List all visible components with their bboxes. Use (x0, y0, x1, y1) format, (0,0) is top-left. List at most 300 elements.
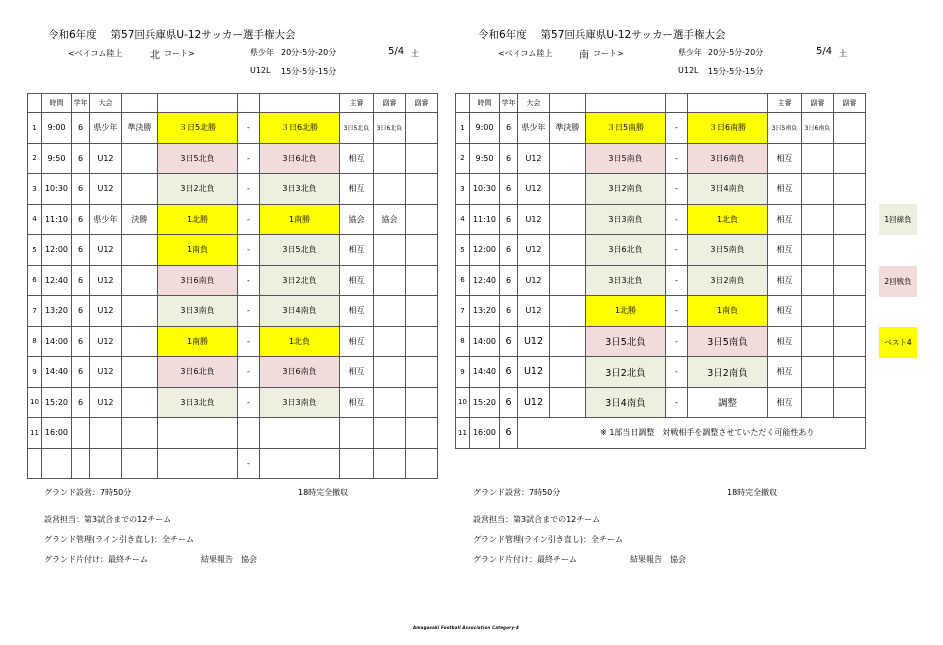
match-time: 13:20 (470, 296, 500, 327)
main-referee: 相互 (768, 143, 802, 174)
versus-dash: - (666, 357, 688, 388)
legend-label: 1回線負 (884, 215, 912, 224)
stage: 準決勝 (122, 113, 158, 144)
header-cell: 主審 (340, 94, 374, 113)
stage (550, 357, 586, 388)
team-b: 1南勝 (260, 204, 340, 235)
header-cell: 副審 (834, 94, 866, 113)
match-time: 14:40 (42, 357, 72, 388)
header-cell: 学年 (500, 94, 518, 113)
team-a: 3日5南負 (586, 143, 666, 174)
team-a: 3日2南負 (586, 174, 666, 205)
row-number: 11 (28, 418, 42, 449)
versus-dash: - (666, 235, 688, 266)
grade: 6 (72, 357, 90, 388)
match-time: 9:50 (42, 143, 72, 174)
left-format-label-2: U12L (250, 66, 271, 75)
assistant-referee-1 (802, 235, 834, 266)
header-cell: 大会 (518, 94, 550, 113)
assistant-referee-2 (406, 296, 438, 327)
stage (550, 143, 586, 174)
table-row (28, 418, 438, 449)
grade: 6 (500, 326, 518, 357)
versus-dash: - (238, 174, 260, 205)
table-row (456, 296, 866, 327)
header-cell (28, 94, 42, 113)
category: U12 (518, 296, 550, 327)
assistant-referee-2 (406, 204, 438, 235)
team-b: 1北負 (688, 204, 768, 235)
assistant-referee-1 (802, 174, 834, 205)
category: U12 (90, 265, 122, 296)
legend-label: ベスト4 (884, 338, 912, 347)
versus-dash: - (238, 143, 260, 174)
header-cell (238, 94, 260, 113)
header-cell (456, 94, 470, 113)
row-number: 3 (456, 174, 470, 205)
assistant-referee-1 (802, 143, 834, 174)
left-weekday: 土 (411, 49, 419, 58)
left-title: 令和6年度 第57回兵庫県U-12サッカー選手権大会 (48, 29, 296, 41)
versus-dash: - (666, 296, 688, 327)
team-a: 3日2北負 (586, 357, 666, 388)
table-row (28, 296, 438, 327)
footer-logo-text: Amagasaki Football Association Category-4 (413, 625, 519, 630)
right-schedule-table (455, 93, 866, 449)
row-number: 1 (28, 113, 42, 144)
assistant-referee-1 (374, 296, 406, 327)
main-referee: 相互 (768, 265, 802, 296)
right-format-value-2: 15分-5分-15分 (708, 67, 764, 76)
match-time: 9:00 (42, 113, 72, 144)
team-b: 3日2南負 (688, 265, 768, 296)
assistant-referee-2 (406, 387, 438, 418)
team-a: 1北勝 (586, 296, 666, 327)
stage (550, 235, 586, 266)
legend-second-round-loss (879, 266, 917, 297)
team-b: 3日3南負 (260, 387, 340, 418)
row-number: 8 (28, 326, 42, 357)
match-time: 12:40 (470, 265, 500, 296)
grade: 6 (500, 265, 518, 296)
right-format-label-2: U12L (678, 66, 699, 75)
header-cell: 時間 (470, 94, 500, 113)
right-cleanup: グランド片付け：最終チーム (473, 555, 577, 564)
team-b: 1北負 (260, 326, 340, 357)
header-cell (122, 94, 158, 113)
match-time: 16:00 (42, 418, 72, 449)
assistant-referee-2 (406, 235, 438, 266)
main-referee: 3日5北負 (340, 113, 374, 144)
header-cell: 主審 (768, 94, 802, 113)
main-referee: 相互 (340, 357, 374, 388)
stage (550, 204, 586, 235)
match-time: 13:20 (42, 296, 72, 327)
category: U12 (90, 326, 122, 357)
grade: 6 (72, 143, 90, 174)
row-number: 10 (28, 387, 42, 418)
grade: 6 (500, 235, 518, 266)
right-venue: <ベイコム陸上 (498, 49, 553, 58)
category: U12 (90, 174, 122, 205)
table-row (28, 265, 438, 296)
table-row (28, 235, 438, 266)
assistant-referee-1 (802, 326, 834, 357)
table-row (456, 418, 866, 449)
team-b: 3日6南負 (260, 357, 340, 388)
left-withdraw: 18時完全撤収 (298, 488, 349, 497)
main-referee: 相互 (340, 235, 374, 266)
row-number: 8 (456, 326, 470, 357)
match-time: 14:00 (470, 326, 500, 357)
versus-dash: - (238, 265, 260, 296)
stage (550, 326, 586, 357)
grade: 6 (72, 113, 90, 144)
team-a: ３日5北勝 (158, 113, 238, 144)
main-referee: 相互 (340, 174, 374, 205)
versus-dash: - (666, 265, 688, 296)
assistant-referee-1: 3日6南負 (802, 113, 834, 144)
match-time (42, 448, 72, 479)
team-a: 3日5北負 (158, 143, 238, 174)
team-a: 3日3南負 (586, 204, 666, 235)
category: 県少年 (90, 113, 122, 144)
row-number: 2 (28, 143, 42, 174)
assistant-referee-1 (802, 296, 834, 327)
left-format-value-2: 15分-5分-15分 (281, 67, 337, 76)
row-number: 5 (28, 235, 42, 266)
row-number: 6 (456, 265, 470, 296)
stage (122, 296, 158, 327)
team-a: 1南負 (158, 235, 238, 266)
left-ground-management: グランド管理(ライン引き直し)：全チーム (44, 535, 195, 544)
grade: 6 (500, 143, 518, 174)
table-row (456, 174, 866, 205)
versus-dash: - (666, 204, 688, 235)
row-number: 11 (456, 418, 470, 449)
row-number: 7 (456, 296, 470, 327)
header-cell (688, 94, 768, 113)
grade (72, 448, 90, 479)
left-date: 5/4 (388, 46, 405, 57)
team-a: 3日4南負 (586, 387, 666, 418)
category: U12 (518, 174, 550, 205)
main-referee: 相互 (340, 387, 374, 418)
left-cleanup: グランド片付け：最終チーム (44, 555, 148, 564)
match-time: 16:00 (470, 418, 500, 449)
header-cell: 時間 (42, 94, 72, 113)
left-setup-duty: 設営担当：第3試合までの12チーム (44, 515, 172, 524)
table-row (456, 326, 866, 357)
team-b: 3日5南負 (688, 235, 768, 266)
versus-dash: - (238, 204, 260, 235)
versus-dash: - (666, 174, 688, 205)
row-number: 5 (456, 235, 470, 266)
main-referee: 相互 (768, 357, 802, 388)
main-referee: 相互 (340, 265, 374, 296)
header-cell (666, 94, 688, 113)
team-a: 3日5北負 (586, 326, 666, 357)
category: U12 (518, 265, 550, 296)
right-title: 令和6年度 第57回兵庫県U-12サッカー選手権大会 (478, 29, 726, 41)
main-referee: 相互 (340, 326, 374, 357)
row-number: 4 (28, 204, 42, 235)
match-time: 10:30 (470, 174, 500, 205)
team-b: 3日4南負 (688, 174, 768, 205)
team-b: 3日4南負 (260, 296, 340, 327)
grade: 6 (500, 418, 518, 449)
category: U12 (90, 143, 122, 174)
match-time: 12:00 (470, 235, 500, 266)
grade: 6 (500, 387, 518, 418)
category: 県少年 (518, 113, 550, 144)
versus-dash: - (666, 387, 688, 418)
grade: 6 (72, 387, 90, 418)
team-b: 1南負 (688, 296, 768, 327)
right-header-row (456, 94, 866, 113)
table-row (28, 357, 438, 388)
assistant-referee-1: 協会 (374, 204, 406, 235)
assistant-referee-2 (406, 174, 438, 205)
assistant-referee-2 (834, 143, 866, 174)
versus-dash: - (238, 235, 260, 266)
versus-dash: - (238, 357, 260, 388)
main-referee: 相互 (768, 387, 802, 418)
header-cell: 副審 (374, 94, 406, 113)
left-format-label-1: 県少年 (250, 48, 274, 57)
grade (72, 418, 90, 449)
assistant-referee-1: 3日6北負 (374, 113, 406, 144)
team-a: 1南勝 (158, 326, 238, 357)
table-row (456, 387, 866, 418)
match-time: 12:40 (42, 265, 72, 296)
team-b: 3日2北負 (260, 265, 340, 296)
table-row (456, 357, 866, 388)
team-a (158, 448, 238, 479)
assistant-referee-2 (834, 296, 866, 327)
category: U12 (518, 235, 550, 266)
team-b: 3日5南負 (688, 326, 768, 357)
right-setup-duty: 設営担当：第3試合までの12チーム (473, 515, 601, 524)
team-b: ３日6南勝 (688, 113, 768, 144)
table-row (456, 235, 866, 266)
row-number: 6 (28, 265, 42, 296)
assistant-referee-2 (406, 357, 438, 388)
grade: 6 (72, 235, 90, 266)
assistant-referee-1 (374, 265, 406, 296)
stage (550, 265, 586, 296)
assistant-referee-2 (406, 265, 438, 296)
header-cell (260, 94, 340, 113)
row-number: 9 (456, 357, 470, 388)
right-format-value-1: 20分-5分-20分 (708, 48, 764, 57)
team-a: 3日3北負 (158, 387, 238, 418)
stage (122, 235, 158, 266)
assistant-referee-1 (374, 174, 406, 205)
assistant-referee-2 (406, 418, 438, 449)
versus-dash: - (666, 326, 688, 357)
versus-dash: - (238, 296, 260, 327)
main-referee: 3日5南負 (768, 113, 802, 144)
right-court-suffix: コート> (593, 49, 624, 58)
team-b (260, 418, 340, 449)
table-row (28, 174, 438, 205)
category: U12 (90, 387, 122, 418)
grade: 6 (72, 265, 90, 296)
assistant-referee-1 (374, 143, 406, 174)
versus-dash: - (238, 326, 260, 357)
assistant-referee-2 (834, 204, 866, 235)
assistant-referee-2 (406, 448, 438, 479)
legend-best-four (879, 327, 917, 358)
versus-dash: - (238, 387, 260, 418)
versus-dash: - (666, 113, 688, 144)
match-time: 9:50 (470, 143, 500, 174)
assistant-referee-2 (834, 326, 866, 357)
match-time: 14:00 (42, 326, 72, 357)
assistant-referee-1 (374, 357, 406, 388)
main-referee: 相互 (340, 143, 374, 174)
main-referee: 相互 (768, 235, 802, 266)
team-a: 1北勝 (158, 204, 238, 235)
stage (122, 418, 158, 449)
left-report: 結果報告 協会 (201, 555, 257, 564)
right-court-name: 南 (579, 50, 589, 61)
grade: 6 (72, 296, 90, 327)
stage (550, 174, 586, 205)
team-a: 3日6北負 (158, 357, 238, 388)
header-cell (550, 94, 586, 113)
row-number (28, 448, 42, 479)
stage (122, 265, 158, 296)
left-venue: <ベイコム陸上 (68, 49, 123, 58)
header-cell (586, 94, 666, 113)
row-number: 3 (28, 174, 42, 205)
category (90, 448, 122, 479)
match-time: 10:30 (42, 174, 72, 205)
team-a: 3日2北負 (158, 174, 238, 205)
assistant-referee-1 (374, 326, 406, 357)
assistant-referee-1 (374, 387, 406, 418)
grade: 6 (72, 174, 90, 205)
table-row (28, 326, 438, 357)
table-row (456, 113, 866, 144)
main-referee: 相互 (768, 296, 802, 327)
header-cell: 学年 (72, 94, 90, 113)
team-b: 3日6南負 (688, 143, 768, 174)
right-ground-setup: グランド設営：7時50分 (473, 488, 561, 497)
grade: 6 (500, 357, 518, 388)
match-time: 14:40 (470, 357, 500, 388)
table-row (28, 113, 438, 144)
grade: 6 (500, 174, 518, 205)
right-date: 5/4 (816, 46, 833, 57)
match-time: 11:10 (42, 204, 72, 235)
assistant-referee-1 (802, 204, 834, 235)
legend-first-round-loss (879, 204, 917, 235)
grade: 6 (500, 113, 518, 144)
assistant-referee-1 (374, 418, 406, 449)
main-referee: 相互 (768, 174, 802, 205)
row-number: 4 (456, 204, 470, 235)
match-time: 15:20 (470, 387, 500, 418)
category: U12 (518, 357, 550, 388)
stage (122, 174, 158, 205)
main-referee (340, 418, 374, 449)
stage (550, 296, 586, 327)
legend-label: 2回戦負 (884, 277, 912, 286)
header-cell: 副審 (406, 94, 438, 113)
category (518, 418, 550, 449)
team-b: 3日6北負 (260, 143, 340, 174)
row-number: 1 (456, 113, 470, 144)
table-row (28, 448, 438, 479)
row-number: 10 (456, 387, 470, 418)
team-b: 調整 (688, 387, 768, 418)
right-report: 結果報告 協会 (630, 555, 686, 564)
right-weekday: 土 (839, 49, 847, 58)
assistant-referee-1 (802, 357, 834, 388)
grade: 6 (72, 204, 90, 235)
team-b: ３日6北勝 (260, 113, 340, 144)
table-row (456, 265, 866, 296)
category: U12 (518, 204, 550, 235)
category: U12 (518, 326, 550, 357)
right-format-label-1: 県少年 (678, 48, 702, 57)
stage (122, 387, 158, 418)
versus-dash: - (666, 143, 688, 174)
assistant-referee-2 (406, 326, 438, 357)
grade: 6 (500, 296, 518, 327)
team-a (158, 418, 238, 449)
versus-dash: - (238, 448, 260, 479)
left-court-suffix: コート> (164, 49, 195, 58)
assistant-referee-2 (834, 265, 866, 296)
table-row (28, 143, 438, 174)
right-withdraw: 18時完全撤収 (727, 488, 778, 497)
category (90, 418, 122, 449)
header-cell: 大会 (90, 94, 122, 113)
match-time: 15:20 (42, 387, 72, 418)
match-time: 12:00 (42, 235, 72, 266)
left-format-value-1: 20分-5分-20分 (281, 48, 337, 57)
left-court-name: 北 (150, 50, 160, 61)
assistant-referee-2 (834, 387, 866, 418)
assistant-referee-1 (374, 448, 406, 479)
team-b: 3日2南負 (688, 357, 768, 388)
row-number: 7 (28, 296, 42, 327)
stage (550, 387, 586, 418)
stage (122, 143, 158, 174)
table-row (456, 204, 866, 235)
versus-dash (238, 418, 260, 449)
main-referee: 相互 (340, 296, 374, 327)
assistant-referee-2 (406, 143, 438, 174)
assistant-referee-2 (834, 357, 866, 388)
header-cell (158, 94, 238, 113)
match-time: 11:10 (470, 204, 500, 235)
category: 県少年 (90, 204, 122, 235)
left-header-row (28, 94, 438, 113)
table-row (28, 387, 438, 418)
stage (122, 357, 158, 388)
team-b: 3日3北負 (260, 174, 340, 205)
header-cell: 副審 (802, 94, 834, 113)
team-a: 3日6南負 (158, 265, 238, 296)
assistant-referee-2 (834, 235, 866, 266)
category: U12 (90, 357, 122, 388)
main-referee: 相互 (768, 204, 802, 235)
